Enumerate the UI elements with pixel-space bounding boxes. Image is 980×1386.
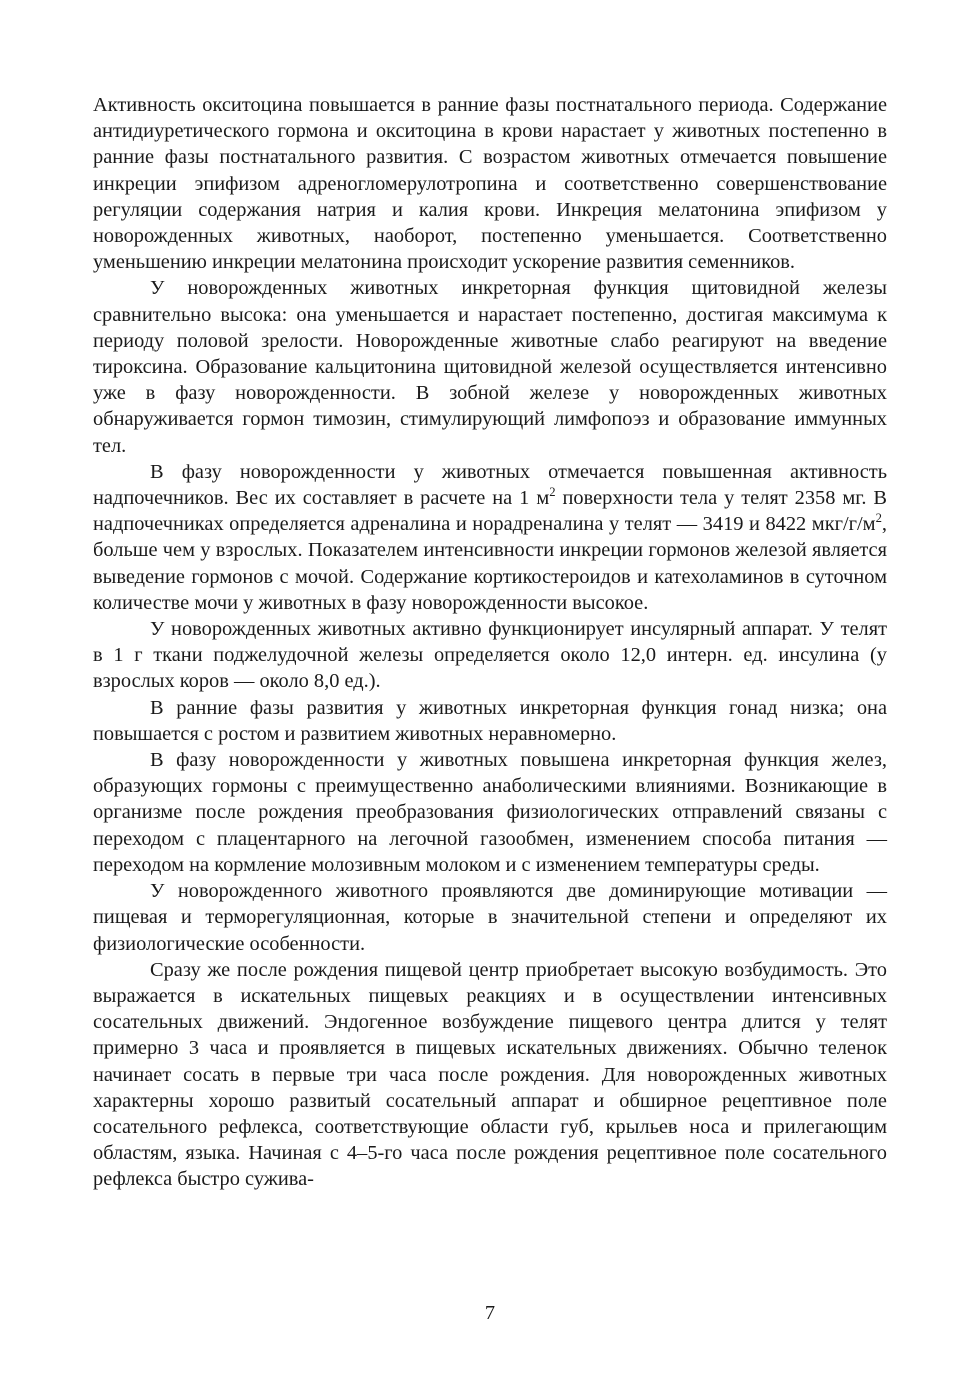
paragraph-2: У новорожденных животных инкреторная функция щитовидной железы сравнительно высока: она уменьшается и нарастает постепенно, достигая максимума к периоду половой зрелости. Новорожденные животные слабо реагируют на введение тироксина. Образование кальцитонина щитовидной железой осуществляется интенсивно уже в фазу новорожденности. В зобной железе у новорожденных животных обнаруживается гормон тимозин, стимулирующий лимфопоэз и образование иммунных тел. (93, 277, 887, 457)
paragraph-3-part-b: поверхности тела у телят 2358 мг. В надпочечниках определяется адреналина и норадреналина у телят — 3419 и 8422 мкг/г/м (93, 487, 887, 536)
superscript-2: 2 (875, 511, 882, 526)
page-body (93, 92, 887, 1193)
paragraph-8: Сразу же после рождения пищевой центр приобретает высокую возбудимость. Это выражается в искательных пищевых реакциях и в осуществлении интенсивных сосательных движений. Эндогенное возбуждение пищевого центра длится у телят примерно 3 часа и проявляется в пищевых искательных движениях. Обычно теленок начинает сосать в первые три часа после рождения. Для новорожденных животных характерны хорошо развитый сосательный аппарат и обширное рецептивное поле сосательного рефлекса, соответствующие области губ, крыльев носа и прилегающим областям, языка. Начиная с 4–5-го часа после рождения рецептивное поле сосательного рефлекса быстро сужива- (93, 958, 887, 1191)
paragraph-3 (93, 459, 887, 616)
superscript-2: 2 (549, 485, 556, 500)
paragraph-5: В ранние фазы развития у животных инкреторная функция гонад низка; она повышается с ростом и развитием животных неравномерно. (93, 696, 887, 745)
paragraph-7: У новорожденного животного проявляются две доминирующие мотивации — пищевая и терморегуляционная, которые в значительной степени и определяют их физиологические особенности. (93, 880, 887, 955)
paragraph-6: В фазу новорожденности у животных повышена инкреторная функция желез, образующих гормоны с преимущественно анаболическими влияниями. Возникающие в организме после рождения преобразования физиологических отправлений связаны с переходом с плацентарного на легочной газообмен, изменением способа питания — переходом на кормление молозивным молоком и с изменением температуры среды. (93, 749, 887, 876)
paragraph-3-part-c: , больше чем у взрослых. Показателем интенсивности инкреции гормонов железой является выведение гормонов с мочой. Содержание кортикостероидов и катехоламинов в суточном количестве мочи у животных в фазу новорожденности высокое. (93, 513, 887, 614)
paragraph-1: Активность окситоцина повышается в ранние фазы постнатального периода. Содержание антидиуретического гормона и окситоцина в крови нарастает у животных постепенно в ранние фазы постнатального развития. С возрастом животных отмечается повышение инкреции эпифизом адреногломерулотропина и соответственно совершенствование регуляции содержания натрия и калия крови. Инкреция мелатонина эпифизом у новорожденных животных, наоборот, постепенно уменьшается. Соответственно уменьшению инкреции мелатонина происходит ускорение развития семенников. (93, 94, 887, 274)
paragraph-4: У новорожденных животных активно функционирует инсулярный аппарат. У телят в 1 г ткани поджелудочной железы определяется около 12,0 интерн. ед. инсулина (у взрослых коров — около 8,0 ед.). (93, 618, 887, 693)
paragraph-3-part-a: В фазу новорожденности у животных отмечается повышенная активность надпочечников. Вес их составляет в расчете на 1 м (93, 460, 887, 510)
page-number: 7 (484, 1302, 496, 1324)
